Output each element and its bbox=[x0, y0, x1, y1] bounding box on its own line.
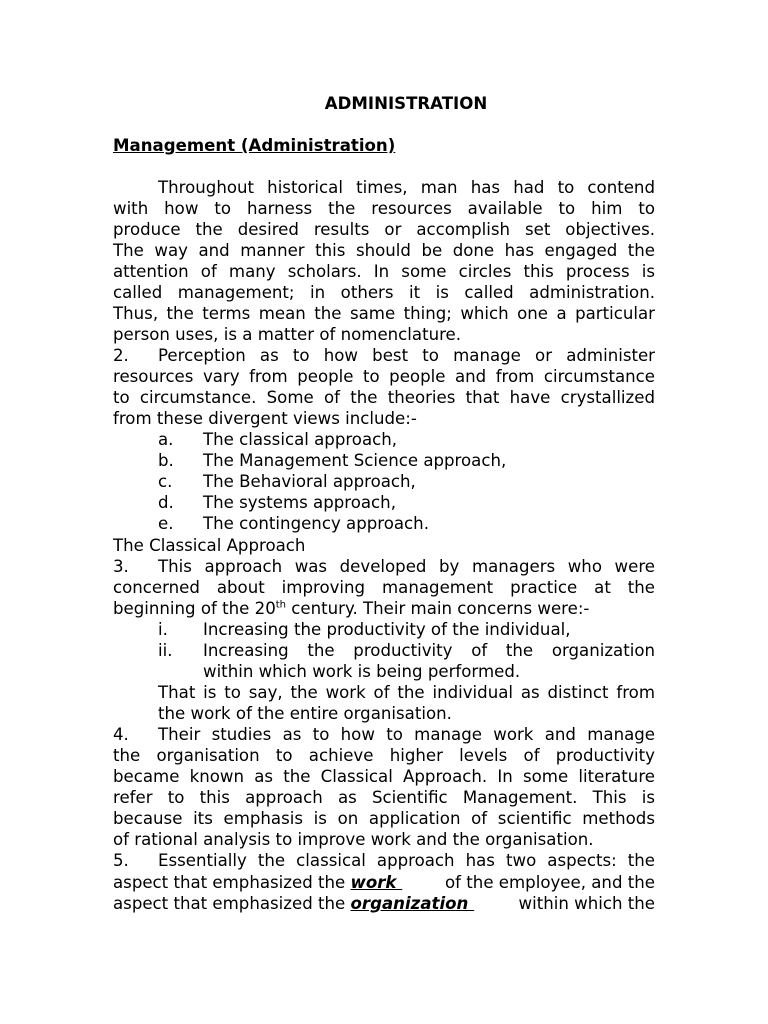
paragraph-line: produce the desired results or accomplish set objectives. bbox=[113, 220, 655, 239]
paragraph-line: because its emphasis is on application of scientific methods bbox=[113, 809, 655, 828]
list-marker: a. bbox=[158, 430, 174, 449]
paragraph-text: within which the bbox=[518, 894, 655, 913]
paragraph-number: 2. bbox=[113, 346, 129, 365]
paragraph-line: attention of many scholars. In some circles this process is bbox=[113, 262, 655, 281]
paragraph-line: of rational analysis to improve work and the organisation. bbox=[113, 830, 594, 849]
list-marker: i. bbox=[158, 620, 168, 639]
list-marker: e. bbox=[158, 514, 174, 533]
list-marker: b. bbox=[158, 451, 174, 470]
list-item bbox=[158, 429, 397, 450]
list-item-text: The systems approach, bbox=[203, 493, 396, 512]
paragraph-line bbox=[113, 872, 655, 893]
paragraph-number: 5. bbox=[113, 851, 129, 870]
paragraph-line: to circumstance. Some of the theories that have crystallized bbox=[113, 388, 655, 407]
superscript: th bbox=[275, 599, 287, 611]
list-item-text: The Management Science approach, bbox=[203, 451, 507, 470]
section-heading: Management (Administration) bbox=[113, 136, 396, 155]
paragraph-text: century. Their main concerns were:- bbox=[286, 599, 590, 618]
paragraph-number: 4. bbox=[113, 725, 129, 744]
paragraph-text: This approach was developed by managers who were bbox=[158, 557, 655, 576]
paragraph-line bbox=[113, 598, 655, 619]
paragraph-line: The way and manner this should be done has engaged the bbox=[113, 241, 655, 260]
paragraph-line: became known as the Classical Approach. In some literature bbox=[113, 767, 655, 786]
paragraph-line: from these divergent views include:- bbox=[113, 409, 417, 428]
paragraph-text: beginning of the 20 bbox=[113, 599, 276, 618]
paragraph-text: Perception as to how best to manage or administer bbox=[158, 346, 655, 365]
paragraph-line bbox=[113, 850, 655, 871]
list-item bbox=[158, 513, 429, 534]
list-marker: d. bbox=[158, 493, 174, 512]
list-item-text: Increasing the productivity of the individual, bbox=[203, 620, 571, 639]
paragraph-line: the organisation to achieve higher levels of productivity bbox=[113, 746, 655, 765]
paragraph-line: called management; in others it is called administration. bbox=[113, 283, 655, 302]
paragraph-line bbox=[113, 556, 655, 577]
paragraph-line: person uses, is a matter of nomenclature. bbox=[113, 325, 462, 344]
subsection-heading: The Classical Approach bbox=[113, 536, 306, 555]
paragraph-line: concerned about improving management practice at the bbox=[113, 578, 655, 597]
paragraph-line: Throughout historical times, man has had to contend bbox=[158, 178, 655, 197]
paragraph-line: with how to harness the resources available to him to bbox=[113, 199, 655, 218]
paragraph-text: aspect that emphasized the bbox=[113, 894, 351, 913]
paragraph-line: refer to this approach as Scientific Management. This is bbox=[113, 788, 655, 807]
paragraph-text: Essentially the classical approach has two aspects: the bbox=[158, 851, 655, 870]
paragraph-line: resources vary from people to people and from circumstance bbox=[113, 367, 655, 386]
paragraph-line bbox=[113, 345, 655, 366]
paragraph-line: Thus, the terms mean the same thing; which one a particular bbox=[113, 304, 655, 323]
list-item-text: The Behavioral approach, bbox=[203, 472, 416, 491]
list-item-text: The contingency approach. bbox=[203, 514, 429, 533]
list-item bbox=[158, 471, 416, 492]
paragraph-text: Their studies as to how to manage work and manage bbox=[158, 725, 655, 744]
list-item-text: Increasing the productivity of the organization bbox=[203, 641, 655, 660]
paragraph-text: of the employee, and the bbox=[445, 873, 655, 892]
list-item-continuation: within which work is being performed. bbox=[203, 662, 521, 681]
list-item bbox=[158, 640, 655, 661]
document-title: ADMINISTRATION bbox=[324, 94, 488, 113]
list-marker: ii. bbox=[158, 641, 173, 660]
emphasized-word: organization bbox=[350, 894, 475, 913]
list-marker: c. bbox=[158, 472, 173, 491]
paragraph-line: That is to say, the work of the individual as distinct from bbox=[158, 683, 655, 702]
list-item bbox=[158, 619, 571, 640]
paragraph-line: the work of the entire organisation. bbox=[158, 704, 452, 723]
paragraph-line bbox=[113, 724, 655, 745]
paragraph-line bbox=[113, 893, 655, 914]
list-item-text: The classical approach, bbox=[203, 430, 398, 449]
list-item bbox=[158, 450, 506, 471]
emphasized-word: work bbox=[350, 873, 403, 892]
list-item bbox=[158, 492, 396, 513]
paragraph-number: 3. bbox=[113, 557, 129, 576]
paragraph-text: aspect that emphasized the bbox=[113, 873, 351, 892]
